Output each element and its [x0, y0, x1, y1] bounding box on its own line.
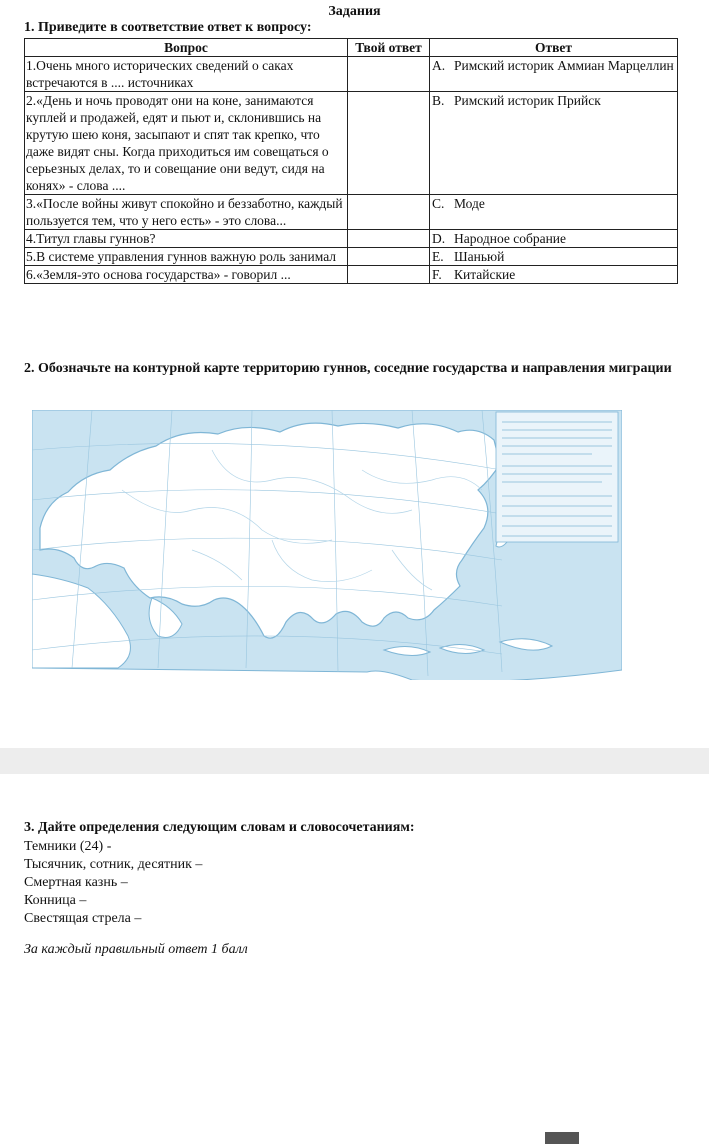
- contour-map-graphic: [32, 410, 622, 680]
- answer-letter: C.: [432, 196, 445, 211]
- term-item: Свестящая стрела –: [24, 911, 142, 926]
- table-row: [25, 230, 678, 248]
- terms-list: [24, 838, 202, 928]
- answer-cell: [430, 230, 678, 248]
- worksheet-page-2: [0, 774, 709, 1144]
- table-row: [25, 248, 678, 266]
- answer-text: Народное собрание: [454, 231, 567, 246]
- your-answer-cell[interactable]: [348, 195, 430, 230]
- column-header-your-answer: Твой ответ: [348, 39, 430, 57]
- answer-cell: [430, 248, 678, 266]
- your-answer-cell[interactable]: [348, 266, 430, 284]
- table-row: [25, 266, 678, 284]
- answer-text: Моде: [454, 196, 485, 211]
- answer-text: Римский историк Прийск: [454, 93, 601, 108]
- table-header-row: [25, 39, 678, 57]
- question-cell: 5.В системе управления гуннов важную роль занимал: [25, 248, 348, 266]
- term-item: Темники (24) -: [24, 839, 112, 854]
- question-cell: 3.«После войны живут спокойно и беззаботно, каждый пользуется тем, что у него есть» - это слова...: [25, 195, 348, 230]
- answer-letter: A.: [432, 58, 446, 73]
- question-cell: 1.Очень много исторических сведений о саках встречаются в .... источниках: [25, 57, 348, 92]
- answer-cell: [430, 195, 678, 230]
- answer-cell: [430, 57, 678, 92]
- answer-cell: [430, 92, 678, 195]
- question-cell: 6.«Земля-это основа государства» - говорил ...: [25, 266, 348, 284]
- answer-letter: B.: [432, 93, 445, 108]
- answer-text: Римский историк Аммиан Марцеллин: [454, 58, 674, 73]
- term-item: Смертная казнь –: [24, 875, 128, 890]
- answer-letter: E.: [432, 249, 444, 264]
- answer-text: Шаньюй: [454, 249, 505, 264]
- your-answer-cell[interactable]: [348, 92, 430, 195]
- task1-title: 1. Приведите в соответствие ответ к вопросу:: [24, 20, 312, 35]
- answer-text: Китайские: [454, 267, 516, 282]
- answer-letter: F.: [432, 267, 442, 282]
- page-mark: [545, 1132, 579, 1144]
- column-header-question: Вопрос: [25, 39, 348, 57]
- matching-table: [24, 38, 678, 284]
- answer-cell: [430, 266, 678, 284]
- answer-letter: D.: [432, 231, 446, 246]
- term-item: Конница –: [24, 893, 87, 908]
- table-row: [25, 92, 678, 195]
- term-item: Тысячник, сотник, десятник –: [24, 857, 203, 872]
- task2-title: 2. Обозначьте на контурной карте территорию гуннов, соседние государства и направления миграции: [24, 361, 672, 376]
- question-cell: 4.Титул главы гуннов?: [25, 230, 348, 248]
- question-cell: 2.«День и ночь проводят они на коне, занимаются куплей и продажей, едят и пьют и, склонившись на крутую шею коня, засыпают и спят так крепко, что даже видят сны. Когда приходиться им совещаться о серьезных делах, то и совещание они ведут, сидя на конях» - слова ....: [25, 92, 348, 195]
- your-answer-cell[interactable]: [348, 57, 430, 92]
- your-answer-cell[interactable]: [348, 248, 430, 266]
- table-row: [25, 57, 678, 92]
- page-heading: Задания: [328, 4, 381, 19]
- your-answer-cell[interactable]: [348, 230, 430, 248]
- page-gap: [0, 748, 709, 774]
- scoring-note: За каждый правильный ответ 1 балл: [24, 942, 248, 957]
- task3-title: 3. Дайте определения следующим словам и словосочетаниям:: [24, 820, 415, 835]
- contour-map[interactable]: [32, 410, 622, 680]
- map-legend-panel: [496, 412, 618, 542]
- table-row: [25, 195, 678, 230]
- column-header-answer: Ответ: [430, 39, 678, 57]
